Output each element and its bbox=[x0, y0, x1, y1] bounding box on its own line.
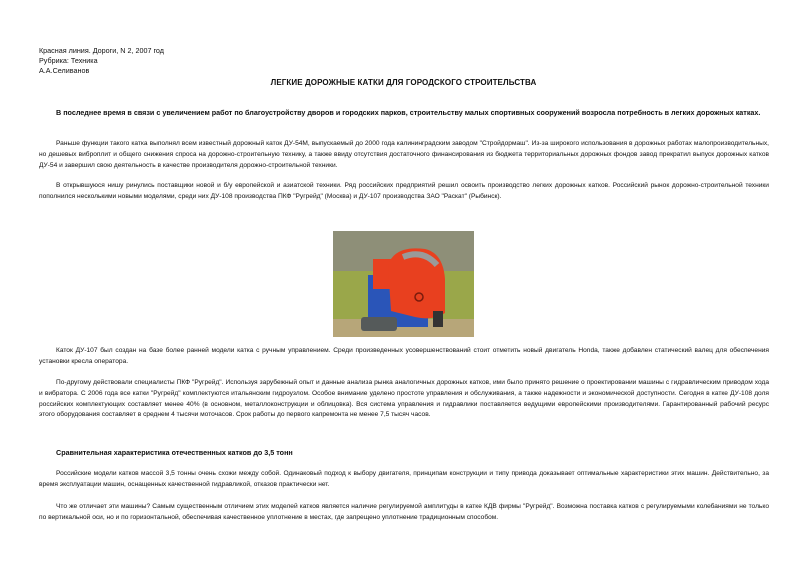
paragraph-3: Каток ДУ-107 был создан на базе более ранней модели катка с ручным управлением. Среди произведенных усовершенствований стоит отметить новый двигатель Honda, также добавлен статический валец для обеспечения установки кресла оператора. bbox=[39, 347, 769, 365]
paragraph-4: По-другому действовали специалисты ПКФ "Ругрейд". Используя зарубежный опыт и данные анализа рынка аналогичных дорожных катков, ими было принято решение о проектировании машины с гидравлическим приводом хода и вибратора. С 2006 года все катки "Ругрейд" комплектуются итальянским гидроузлом. Особое внимание уделено простоте управления и обслуживания, а также надежности и экономической доступности. Сегодня в катке ДУ-108 доля российских комплектующих составляет менее 40% (в основном, металлоконструкции и облицовка). Вся система управления и гидравлики поставляется ведущими европейскими производителями. Гарантированный рабочий ресурс этого оборудования составляет в среднем 4 тысячи моточасов. Срок работы до первого капремонта не менее 7,5 тысяч часов. bbox=[39, 379, 769, 419]
source-line: Красная линия. Дороги, N 2, 2007 год bbox=[39, 46, 164, 55]
roller-wheel bbox=[433, 311, 443, 327]
paragraph-5: Российские модели катков массой 3,5 тонны очень схожи между собой. Одинаковый подход к выбору двигателя, принципам конструкции и типу привода доказывает оптимальные характеристики этих машин. Действительно, за время эксплуатации машин, оснащенных качественной гидравликой, отказов практически нет. bbox=[39, 470, 769, 488]
paragraph-2: В открывшуюся нишу ринулись поставщики новой и б/у европейской и азиатской техники. Ряд российских предприятий решил освоить производство легких дорожных катков. Российский рынок дорожно-строительной техники пополнился несколькими новыми моделями, среди них ДУ-108 производства ПКФ "Ругрейд" (Москва) и ДУ-107 производства ЗАО "Раскат" (Рыбинск). bbox=[39, 182, 769, 200]
roller-drum bbox=[361, 317, 397, 331]
article-title: ЛЕГКИЕ ДОРОЖНЫЕ КАТКИ ДЛЯ ГОРОДСКОГО СТРОИТЕЛЬСТВА bbox=[270, 78, 537, 87]
paragraph-1: Раньше функции такого катка выполнял всем известный дорожный каток ДУ-54М, выпускаемый до 2000 года калининградским заводом "Стройдормаш". Из-за широкого использования в дорожных работах малопроизводительных, но дешевых виброплит и общего снижения спроса на дорожно-строительную технику, а также ввиду отсутствия достаточного финансирования из бюджета территориальных дорожных фондов завод прекратил выпуск дорожных катков ДУ-54 и завершил свою деятельность в качестве производителя дорожно-строительной техники. bbox=[39, 140, 769, 169]
article-meta bbox=[39, 46, 164, 77]
section-subheading: Сравнительная характеристика отечественных катков до 3,5 тонн bbox=[56, 448, 293, 457]
roller-photo bbox=[333, 231, 474, 337]
paragraph-6: Что же отличает эти машины? Самым существенным отличием этих моделей катков является наличие регулируемой амплитуды в катке КДВ фирмы "Ругрейд". Возможна поставка катков с регулируемыми колебаниями не только по вертикальной оси, но и по горизонтальной, обеспечивая качественное уплотнение в местах, где запрещено уплотнение традиционным способом. bbox=[39, 503, 769, 521]
roller-hood bbox=[388, 248, 445, 318]
roller-image bbox=[333, 231, 474, 337]
lead-paragraph: В последнее время в связи с увеличением работ по благоустройству дворов и городских парков, строительству малых спортивных сооружений возросла потребность в легких дорожных катках. bbox=[56, 108, 761, 117]
author-line: А.А.Селиванов bbox=[39, 66, 90, 76]
rubric-line: Рубрика: Техника bbox=[39, 56, 98, 66]
